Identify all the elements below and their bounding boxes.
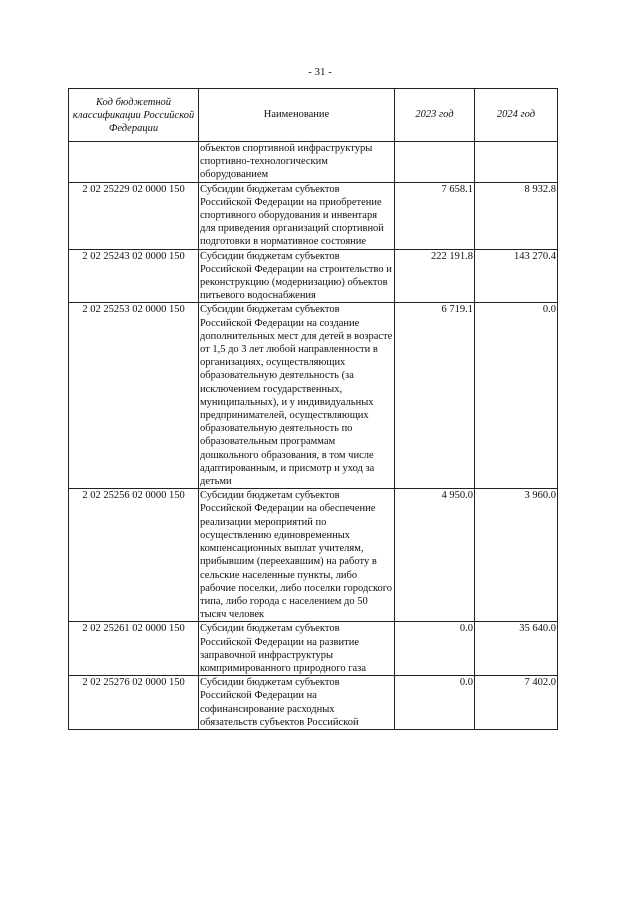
header-name: Наименование xyxy=(199,89,395,142)
row-name: Субсидии бюджетам субъектов Российской Федерации на софинансирование расходных обязательств субъектов Российской xyxy=(199,676,395,730)
row-name: Субсидии бюджетам субъектов Российской Федерации на развитие заправочной инфраструктуры компримированного природного газа xyxy=(199,622,395,676)
row-value-2023: 6 719.1 xyxy=(395,303,475,489)
table-row xyxy=(69,676,558,730)
row-value-2024 xyxy=(475,142,558,183)
row-code: 2 02 25229 02 0000 150 xyxy=(69,182,199,249)
table-row xyxy=(69,182,558,249)
row-code: 2 02 25243 02 0000 150 xyxy=(69,249,199,303)
row-value-2023 xyxy=(395,142,475,183)
table-row xyxy=(69,249,558,303)
row-value-2024: 8 932.8 xyxy=(475,182,558,249)
row-name: Субсидии бюджетам субъектов Российской Федерации на приобретение спортивного оборудования и инвентаря для приведения организаций спортивной подготовки в нормативное состояние xyxy=(199,182,395,249)
table-header-row xyxy=(69,89,558,142)
header-2023: 2023 год xyxy=(395,89,475,142)
row-value-2023: 4 950.0 xyxy=(395,489,475,622)
row-code xyxy=(69,142,199,183)
row-name: Субсидии бюджетам субъектов Российской Федерации на обеспечение реализации мероприятий по осуществлению единовременных компенсационных выплат учителям, прибывшим (переехавшим) на работу в сельские населенные пункты, либо рабочие поселки, либо поселки городского типа, либо города с населением до 50 тысяч человек xyxy=(199,489,395,622)
table-row xyxy=(69,622,558,676)
row-code: 2 02 25256 02 0000 150 xyxy=(69,489,199,622)
row-value-2023: 7 658.1 xyxy=(395,182,475,249)
row-name: Субсидии бюджетам субъектов Российской Федерации на строительство и реконструкцию (модернизацию) объектов питьевого водоснабжения xyxy=(199,249,395,303)
row-value-2023: 222 191.8 xyxy=(395,249,475,303)
page-number: - 31 - xyxy=(308,66,332,78)
header-code: Код бюджетной классификации Российской Федерации xyxy=(69,89,199,142)
row-value-2023: 0.0 xyxy=(395,622,475,676)
row-value-2024: 3 960.0 xyxy=(475,489,558,622)
row-value-2023: 0.0 xyxy=(395,676,475,730)
table-row xyxy=(69,303,558,489)
table-row xyxy=(69,489,558,622)
row-name: объектов спортивной инфраструктуры спортивно-технологическим оборудованием xyxy=(199,142,395,183)
row-value-2024: 143 270.4 xyxy=(475,249,558,303)
row-code: 2 02 25276 02 0000 150 xyxy=(69,676,199,730)
row-value-2024: 0.0 xyxy=(475,303,558,489)
row-value-2024: 7 402.0 xyxy=(475,676,558,730)
row-code: 2 02 25261 02 0000 150 xyxy=(69,622,199,676)
row-name: Субсидии бюджетам субъектов Российской Федерации на создание дополнительных мест для детей в возрасте от 1,5 до 3 лет любой направленности в организациях, осуществляющих образовательную деятельность (за исключением государственных, муниципальных), и у индивидуальных предпринимателей, осуществляющих образовательную деятельность по образовательным программам дошкольного образования, в том числе адаптированным, и присмотр и уход за детьми xyxy=(199,303,395,489)
row-value-2024: 35 640.0 xyxy=(475,622,558,676)
table-row xyxy=(69,142,558,183)
budget-table xyxy=(68,88,558,730)
row-code: 2 02 25253 02 0000 150 xyxy=(69,303,199,489)
header-2024: 2024 год xyxy=(475,89,558,142)
